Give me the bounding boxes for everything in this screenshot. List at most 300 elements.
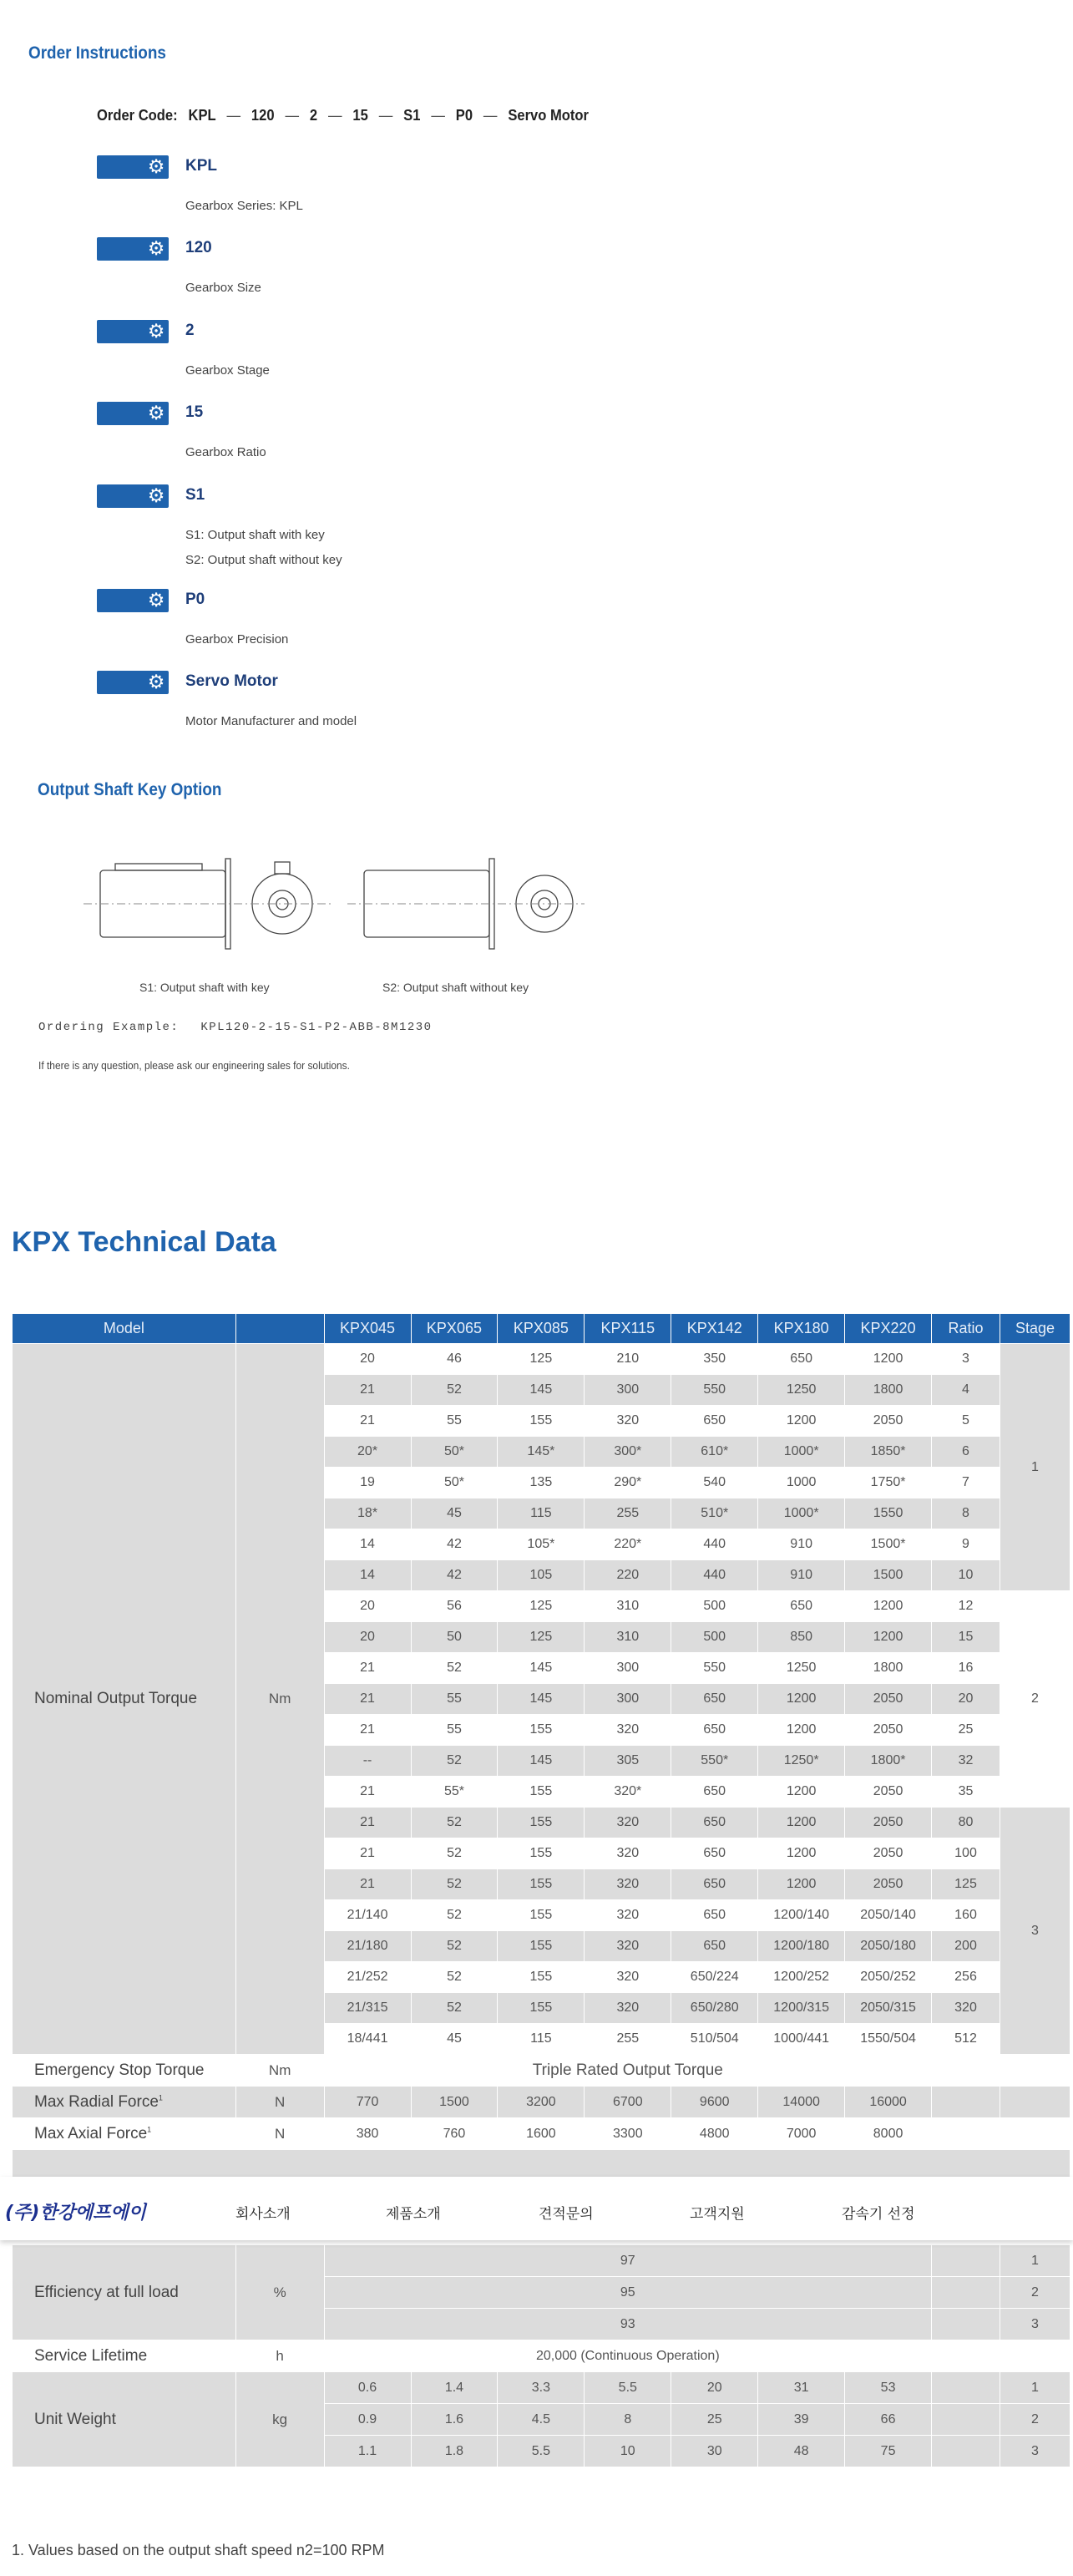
table-cell: 2050/140 <box>845 1900 932 1931</box>
table-cell: 1600 <box>498 2118 585 2150</box>
table-cell: 1200/140 <box>758 1900 845 1931</box>
table-cell: 300 <box>585 1653 671 1684</box>
table-cell: 1250* <box>758 1746 845 1777</box>
table-cell: 220 <box>585 1560 671 1591</box>
ratio-cell: 320 <box>932 1993 1000 2024</box>
nav-item-selector[interactable]: 감속기 선정 <box>842 2206 915 2223</box>
step-desc: Gearbox Stage <box>185 363 270 378</box>
header-cell: KPX220 <box>845 1314 932 1344</box>
ratio-cell: 35 <box>932 1777 1000 1808</box>
dash: — <box>431 107 445 124</box>
empty-cell <box>932 2118 1000 2150</box>
step-badge <box>97 237 169 261</box>
table-cell: 14 <box>324 1529 411 1560</box>
table-cell: 650 <box>758 1591 845 1622</box>
table-cell: 0.6 <box>324 2372 411 2404</box>
table-cell: 1250 <box>758 1653 845 1684</box>
table-cell: 155 <box>498 1715 585 1746</box>
table-cell: 850 <box>758 1622 845 1653</box>
table-cell: 1500 <box>411 2087 498 2118</box>
table-cell: 1800 <box>845 1375 932 1406</box>
table-cell: 2050/252 <box>845 1962 932 1993</box>
table-cell: 650/224 <box>671 1962 758 1993</box>
ratio-cell: 7 <box>932 1468 1000 1498</box>
table-cell: 2050 <box>845 1684 932 1715</box>
table-cell: 1800* <box>845 1746 932 1777</box>
table-cell: 290* <box>585 1468 671 1498</box>
table-cell: 2050/315 <box>845 1993 932 2024</box>
step-desc: Gearbox Ratio <box>185 445 266 459</box>
header-cell: Ratio <box>932 1314 1000 1344</box>
row-value: 97 <box>324 2245 931 2277</box>
table-cell: 910 <box>758 1560 845 1591</box>
step-badge <box>97 402 169 425</box>
header-cell: KPX045 <box>324 1314 411 1344</box>
table-cell: 310 <box>585 1591 671 1622</box>
table-cell: 550 <box>671 1653 758 1684</box>
table-cell: 4800 <box>671 2118 758 2150</box>
ratio-cell: 256 <box>932 1962 1000 1993</box>
question-note: If there is any question, please ask our engineering sales for solutions. <box>38 1059 350 1072</box>
table-cell: 350 <box>671 1344 758 1375</box>
ratio-cell: 25 <box>932 1715 1000 1746</box>
gear-icon: ⚙ <box>147 156 165 178</box>
empty-cell <box>932 2087 1000 2118</box>
table-cell: 20 <box>324 1344 411 1375</box>
table-cell: 1200 <box>845 1622 932 1653</box>
ratio-cell: 200 <box>932 1931 1000 1962</box>
table-cell: 21 <box>324 1808 411 1838</box>
table-cell: 1200/180 <box>758 1931 845 1962</box>
order-code-part: 15 <box>352 107 368 124</box>
table-cell: 52 <box>411 1375 498 1406</box>
order-code-part: P0 <box>455 107 473 124</box>
table-cell: 105 <box>498 1560 585 1591</box>
table-cell: 155 <box>498 1808 585 1838</box>
table-cell: 21 <box>324 1684 411 1715</box>
table-cell: 2050 <box>845 1808 932 1838</box>
table-cell: 320 <box>585 1808 671 1838</box>
table-cell: 500 <box>671 1591 758 1622</box>
site-nav-bar <box>0 2177 1073 2240</box>
table-cell: 145 <box>498 1746 585 1777</box>
table-cell: 1500 <box>845 1560 932 1591</box>
table-cell: 55* <box>411 1777 498 1808</box>
ratio-cell: 8 <box>932 1498 1000 1529</box>
table-cell: 1.6 <box>411 2404 498 2436</box>
empty-cell <box>932 2055 1000 2087</box>
stage-cell: 2 <box>1000 1591 1070 1808</box>
table-cell: 53 <box>845 2372 932 2404</box>
table-cell: 6700 <box>585 2087 671 2118</box>
header-cell: KPX142 <box>671 1314 758 1344</box>
step-desc-line: S1: Output shaft with key <box>185 528 325 542</box>
ratio-cell: 16 <box>932 1653 1000 1684</box>
row-unit: % <box>235 2245 324 2340</box>
row-value: 95 <box>324 2277 931 2309</box>
table-cell: 105* <box>498 1529 585 1560</box>
table-cell: 21 <box>324 1838 411 1869</box>
gear-icon: ⚙ <box>147 321 165 342</box>
table-cell: 20 <box>324 1622 411 1653</box>
row-unit: kg <box>235 2372 324 2467</box>
stage-cell: 3 <box>1000 1808 1070 2055</box>
step-desc-line: S2: Output shaft without key <box>185 553 342 567</box>
ratio-cell: 512 <box>932 2024 1000 2055</box>
table-cell: 1250 <box>758 1375 845 1406</box>
table-cell: 2050 <box>845 1777 932 1808</box>
step-badge <box>97 320 169 343</box>
table-cell: 21 <box>324 1869 411 1900</box>
table-cell: 320 <box>585 1406 671 1437</box>
step-name: S1 <box>185 486 205 504</box>
table-cell: 650 <box>671 1931 758 1962</box>
table-cell: 52 <box>411 1931 498 1962</box>
table-cell: 25 <box>671 2404 758 2436</box>
table-cell: -- <box>324 1746 411 1777</box>
table-cell: 1200 <box>758 1715 845 1746</box>
table-cell: 115 <box>498 1498 585 1529</box>
table-cell: 1.1 <box>324 2436 411 2467</box>
nav-item-company[interactable]: 회사소개 <box>235 2206 291 2223</box>
ratio-cell: 9 <box>932 1529 1000 1560</box>
table-cell: 125 <box>498 1344 585 1375</box>
empty-cell <box>1000 2055 1070 2087</box>
stage-cell: 1 <box>1000 1344 1070 1591</box>
table-cell: 310 <box>585 1622 671 1653</box>
table-cell: 300* <box>585 1437 671 1468</box>
table-cell: 145 <box>498 1653 585 1684</box>
table-cell: 50 <box>411 1622 498 1653</box>
ratio-cell: 15 <box>932 1622 1000 1653</box>
table-cell: 21/315 <box>324 1993 411 2024</box>
table-cell: 770 <box>324 2087 411 2118</box>
table-cell: 155 <box>498 1838 585 1869</box>
table-cell: 440 <box>671 1560 758 1591</box>
table-cell: 255 <box>585 1498 671 1529</box>
table-cell: 1200/315 <box>758 1993 845 2024</box>
table-cell: 1850* <box>845 1437 932 1468</box>
table-cell: 56 <box>411 1591 498 1622</box>
table-cell: 1200 <box>758 1777 845 1808</box>
table-cell: 55 <box>411 1715 498 1746</box>
step-desc: Gearbox Size <box>185 281 261 295</box>
table-cell: 4.5 <box>498 2404 585 2436</box>
table-cell: 650 <box>671 1777 758 1808</box>
table-cell: 155 <box>498 1962 585 1993</box>
table-cell: 1200 <box>845 1591 932 1622</box>
table-cell: 145 <box>498 1375 585 1406</box>
dash: — <box>483 107 498 124</box>
table-cell: 21 <box>324 1715 411 1746</box>
row-label <box>13 2087 236 2118</box>
table-cell: 380 <box>324 2118 411 2150</box>
table-row-lifetime <box>13 2340 1070 2372</box>
header-cell: Model <box>13 1314 236 1344</box>
row-unit: Nm <box>235 1344 324 2055</box>
empty-cell <box>932 2404 1000 2436</box>
table-cell: 48 <box>758 2436 845 2467</box>
table-cell: 115 <box>498 2024 585 2055</box>
table-cell: 910 <box>758 1529 845 1560</box>
order-code <box>97 107 589 124</box>
table-cell: 7000 <box>758 2118 845 2150</box>
empty-cell <box>1000 2087 1070 2118</box>
step-name: 2 <box>185 322 195 339</box>
table-cell: 52 <box>411 1869 498 1900</box>
table-cell: 650 <box>671 1869 758 1900</box>
table-cell: 1200 <box>758 1808 845 1838</box>
step-badge <box>97 484 169 508</box>
step-name: Servo Motor <box>185 672 278 690</box>
table-cell: 320 <box>585 1838 671 1869</box>
table-cell: 300 <box>585 1375 671 1406</box>
table-cell: 650 <box>671 1684 758 1715</box>
table-cell: 52 <box>411 1993 498 2024</box>
header-cell <box>235 1314 324 1344</box>
header-cell: KPX115 <box>585 1314 671 1344</box>
table-cell: 50* <box>411 1437 498 1468</box>
step-desc <box>185 523 342 573</box>
ratio-cell: 12 <box>932 1591 1000 1622</box>
header-cell: Stage <box>1000 1314 1070 1344</box>
table-cell: 760 <box>411 2118 498 2150</box>
table-cell: 14000 <box>758 2087 845 2118</box>
table-cell: 2050 <box>845 1715 932 1746</box>
row-unit: Nm <box>235 2055 324 2087</box>
table-cell: 8000 <box>845 2118 932 2150</box>
table-cell: 550* <box>671 1746 758 1777</box>
table-cell: 21 <box>324 1653 411 1684</box>
table-cell: 500 <box>671 1622 758 1653</box>
table-cell: 320 <box>585 1869 671 1900</box>
table-cell: 155 <box>498 1777 585 1808</box>
row-value: 93 <box>324 2309 931 2340</box>
table-cell: 1.8 <box>411 2436 498 2467</box>
table-cell: 650 <box>671 1715 758 1746</box>
table-cell: 1550 <box>845 1498 932 1529</box>
nav-item-quote[interactable]: 견적문의 <box>539 2206 594 2223</box>
table-cell: 42 <box>411 1560 498 1591</box>
table-cell: 55 <box>411 1406 498 1437</box>
table-cell: 300 <box>585 1684 671 1715</box>
order-code-part: 120 <box>251 107 275 124</box>
table-cell: 21 <box>324 1777 411 1808</box>
footnote-mark: 1 <box>158 2093 163 2102</box>
step-name: KPL <box>185 157 217 175</box>
row-unit: N <box>235 2087 324 2118</box>
table-cell: 155 <box>498 1993 585 2024</box>
ratio-cell: 160 <box>932 1900 1000 1931</box>
ratio-cell: 10 <box>932 1560 1000 1591</box>
empty-cell <box>1000 2118 1070 2150</box>
table-cell: 155 <box>498 1869 585 1900</box>
table-cell: 5.5 <box>585 2372 671 2404</box>
table-cell: 1200/252 <box>758 1962 845 1993</box>
table-cell: 320 <box>585 1962 671 1993</box>
table-cell: 3.3 <box>498 2372 585 2404</box>
key-option-title: Output Shaft Key Option <box>38 780 222 799</box>
table-cell: 650/280 <box>671 1993 758 2024</box>
table-cell: 650 <box>671 1406 758 1437</box>
table-cell: 46 <box>411 1344 498 1375</box>
nav-item-support[interactable]: 고객지원 <box>690 2206 745 2223</box>
table-cell: 3300 <box>585 2118 671 2150</box>
table-cell: 2050 <box>845 1869 932 1900</box>
stage-cell: 2 <box>1000 2404 1070 2436</box>
table-cell: 30 <box>671 2436 758 2467</box>
table-cell: 1500* <box>845 1529 932 1560</box>
table-cell: 8 <box>585 2404 671 2436</box>
table-cell: 20 <box>671 2372 758 2404</box>
empty-cell <box>932 2436 1000 2467</box>
table-cell: 42 <box>411 1529 498 1560</box>
table-cell: 21 <box>324 1406 411 1437</box>
ratio-cell: 20 <box>932 1684 1000 1715</box>
table-cell: 52 <box>411 1962 498 1993</box>
order-instructions-title: Order Instructions <box>28 43 166 63</box>
ratio-cell: 125 <box>932 1869 1000 1900</box>
table-cell: 650 <box>671 1808 758 1838</box>
empty-cell <box>932 2309 1000 2340</box>
row-unit: N <box>235 2118 324 2150</box>
table-cell: 55 <box>411 1684 498 1715</box>
table-cell: 155 <box>498 1406 585 1437</box>
table-cell: 52 <box>411 1746 498 1777</box>
dash: — <box>285 107 300 124</box>
gear-icon: ⚙ <box>147 672 165 693</box>
table-cell: 305 <box>585 1746 671 1777</box>
table-cell: 145* <box>498 1437 585 1468</box>
gear-icon: ⚙ <box>147 238 165 260</box>
step-name: P0 <box>185 591 205 608</box>
table-cell: 1200 <box>758 1838 845 1869</box>
table-cell: 31 <box>758 2372 845 2404</box>
step-badge <box>97 155 169 179</box>
row-unit: h <box>235 2340 324 2372</box>
dash: — <box>226 107 241 124</box>
footnote-mark: 1 <box>147 2125 152 2134</box>
table-cell: 5.5 <box>498 2436 585 2467</box>
shaft-drawing <box>84 845 601 971</box>
table-cell: 1200 <box>758 1684 845 1715</box>
header-cell: KPX065 <box>411 1314 498 1344</box>
table-cell: 18/441 <box>324 2024 411 2055</box>
table-cell: 1200 <box>758 1406 845 1437</box>
ratio-cell: 80 <box>932 1808 1000 1838</box>
table-cell: 0.9 <box>324 2404 411 2436</box>
table-cell: 45 <box>411 2024 498 2055</box>
table-cell: 145 <box>498 1684 585 1715</box>
table-cell: 21/140 <box>324 1900 411 1931</box>
table-cell: 650 <box>671 1838 758 1869</box>
nav-item-products[interactable]: 제품소개 <box>386 2206 441 2223</box>
kpx-data-table <box>12 1313 1070 2467</box>
table-cell: 320* <box>585 1777 671 1808</box>
stage-cell: 1 <box>1000 2245 1070 2277</box>
table-cell: 220* <box>585 1529 671 1560</box>
table-cell: 155 <box>498 1931 585 1962</box>
table-cell: 2050 <box>845 1838 932 1869</box>
table-cell: 39 <box>758 2404 845 2436</box>
table-cell: 19 <box>324 1468 411 1498</box>
table-cell: 52 <box>411 1838 498 1869</box>
table-row-axial <box>13 2118 1070 2150</box>
order-code-part: Servo Motor <box>508 107 589 124</box>
table-cell: 510* <box>671 1498 758 1529</box>
table-cell: 155 <box>498 1900 585 1931</box>
table-cell: 1750* <box>845 1468 932 1498</box>
step-desc: Gearbox Series: KPL <box>185 199 303 213</box>
row-label: Service Lifetime <box>13 2340 236 2372</box>
row-label: Emergency Stop Torque <box>13 2055 236 2087</box>
gear-icon: ⚙ <box>147 485 165 507</box>
table-cell: 650 <box>758 1344 845 1375</box>
table-cell: 66 <box>845 2404 932 2436</box>
table-cell: 50* <box>411 1468 498 1498</box>
table-cell: 20 <box>324 1591 411 1622</box>
table-cell: 650 <box>671 1900 758 1931</box>
table-cell: 320 <box>585 1993 671 2024</box>
stage-cell: 1 <box>1000 2372 1070 2404</box>
ratio-cell: 32 <box>932 1746 1000 1777</box>
table-cell: 320 <box>585 1715 671 1746</box>
order-code-part: 2 <box>309 107 318 124</box>
table-cell: 2050/180 <box>845 1931 932 1962</box>
header-cell: KPX180 <box>758 1314 845 1344</box>
row-label-text: Max Axial Force <box>34 2124 148 2142</box>
stage-cell: 3 <box>1000 2309 1070 2340</box>
step-name: 120 <box>185 239 212 256</box>
table-row-emergency <box>13 2055 1070 2087</box>
table-cell: 52 <box>411 1808 498 1838</box>
table-cell: 1200 <box>758 1869 845 1900</box>
empty-cell <box>932 2340 1000 2372</box>
row-value: Triple Rated Output Torque <box>324 2055 931 2087</box>
step-badge <box>97 671 169 694</box>
ordering-label: Ordering Example: <box>38 1021 180 1034</box>
empty-cell <box>1000 2340 1070 2372</box>
kpx-technical-data-title: KPX Technical Data <box>12 1226 276 1258</box>
table-cell: 255 <box>585 2024 671 2055</box>
footnote: 1. Values based on the output shaft speed n2=100 RPM <box>12 2542 385 2558</box>
gear-icon: ⚙ <box>147 590 165 611</box>
table-cell: 52 <box>411 1653 498 1684</box>
table-cell: 210 <box>585 1344 671 1375</box>
ratio-cell: 100 <box>932 1838 1000 1869</box>
brand-logo[interactable]: (주)한강에프에이 <box>5 2203 146 2224</box>
table-cell: 320 <box>585 1931 671 1962</box>
step-badge <box>97 589 169 612</box>
ratio-cell: 4 <box>932 1375 1000 1406</box>
table-cell: 18* <box>324 1498 411 1529</box>
table-cell: 510/504 <box>671 2024 758 2055</box>
ratio-cell: 3 <box>932 1344 1000 1375</box>
empty-cell <box>932 2245 1000 2277</box>
table-cell: 2050 <box>845 1406 932 1437</box>
table-cell: 1800 <box>845 1653 932 1684</box>
table-cell: 1000* <box>758 1498 845 1529</box>
table-row-weight <box>13 2372 1070 2404</box>
row-label <box>13 2118 236 2150</box>
stage-cell: 3 <box>1000 2436 1070 2467</box>
table-cell: 20* <box>324 1437 411 1468</box>
stage-cell: 2 <box>1000 2277 1070 2309</box>
empty-cell <box>932 2277 1000 2309</box>
table-cell: 540 <box>671 1468 758 1498</box>
table-cell: 45 <box>411 1498 498 1529</box>
step-desc: Gearbox Precision <box>185 632 289 647</box>
